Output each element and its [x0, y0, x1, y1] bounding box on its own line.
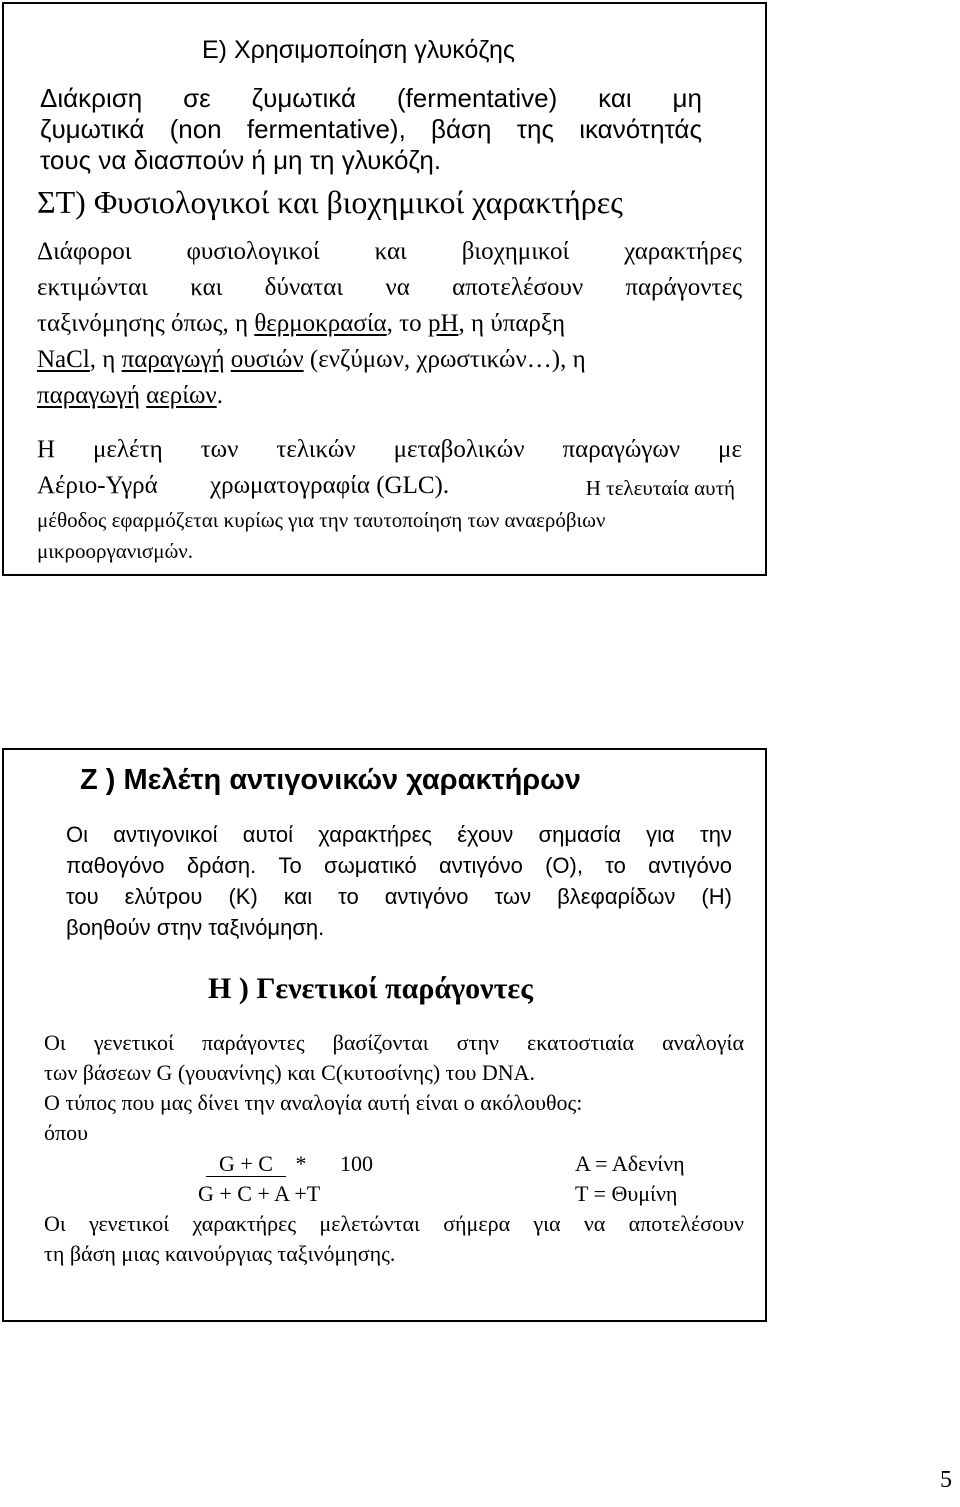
- word: και: [283, 884, 313, 909]
- word: έχουν: [457, 822, 514, 847]
- word: και: [190, 274, 223, 301]
- glc-line-3: μέθοδος εφαρμόζεται κυρίως για την ταυτοποίηση των αναερόβιων: [37, 508, 606, 532]
- word: ικανότητάς: [579, 114, 702, 144]
- word: μελέτη: [93, 436, 163, 463]
- physio-line-1: [37, 238, 742, 266]
- glc-line-2c: Η τελευταία αυτή: [585, 476, 735, 500]
- word: αποτελέσουν: [628, 1211, 744, 1236]
- word: αντιγόνο: [384, 884, 469, 909]
- hundred: 100: [340, 1151, 373, 1176]
- word: Διάκριση: [40, 83, 143, 113]
- page-number: 5: [940, 1467, 952, 1493]
- word: φυσιολογικοί: [186, 238, 320, 265]
- genetic-line-6: τη βάση μιας καινούργιας ταξινόμησης.: [44, 1241, 396, 1266]
- word: μη: [672, 83, 702, 113]
- word: γενετικοί: [89, 1211, 170, 1236]
- word: αντιγόνο: [439, 853, 523, 878]
- text: (ενζύμων, χρωστικών…), η: [309, 346, 586, 373]
- production-term: παραγωγή: [121, 346, 225, 373]
- word: παράγοντες: [625, 274, 742, 301]
- word: για: [646, 822, 675, 847]
- word: μελετώνται: [319, 1211, 420, 1236]
- legend-adenine: Α = Αδενίνη: [575, 1151, 685, 1176]
- word: Το: [278, 853, 302, 878]
- word: των: [494, 884, 532, 909]
- word: ζυμωτικά: [251, 83, 356, 113]
- nacl-term: NaCl: [37, 346, 90, 373]
- text: ταξινόμησης όπως, η: [37, 310, 249, 337]
- word: (fermentative): [396, 83, 558, 113]
- word: να: [583, 1211, 606, 1236]
- text: , το: [386, 310, 422, 337]
- word: σωματικό: [324, 853, 417, 878]
- physio-line-5: [37, 382, 223, 410]
- word: Οι: [44, 1211, 66, 1236]
- word: σε: [183, 83, 211, 113]
- word: αποτελέσουν: [452, 274, 584, 301]
- word: (Κ): [228, 884, 258, 909]
- genetic-line-5: [44, 1211, 744, 1237]
- word: χαρακτήρες: [318, 822, 433, 847]
- word: Η: [37, 436, 56, 463]
- word: δύναται: [264, 274, 344, 301]
- word: χαρακτήρες: [624, 238, 742, 265]
- word: αντιγόνο: [648, 853, 732, 878]
- word: βασίζονται: [332, 1030, 429, 1055]
- word: για: [533, 1211, 561, 1236]
- text: , η: [89, 346, 116, 373]
- word: Οι: [44, 1030, 66, 1055]
- word: της: [516, 114, 554, 144]
- word: ελύτρου: [124, 884, 203, 909]
- antigen-line-3: [66, 884, 732, 910]
- word: (non: [169, 114, 222, 144]
- heading-genetic: Η ) Γενετικοί παράγοντες: [208, 972, 533, 1005]
- word: σήμερα: [443, 1211, 511, 1236]
- word: το: [605, 853, 626, 878]
- word: βάση: [431, 114, 492, 144]
- glc-line-2a: Αέριο-Υγρά: [37, 472, 158, 499]
- substances-term: ουσιών: [230, 346, 304, 373]
- word: των: [200, 436, 239, 463]
- antigen-line-4: βοηθούν στην ταξινόμηση.: [66, 915, 325, 940]
- formula-numerator: [206, 1151, 373, 1177]
- glucose-line-1: [40, 83, 702, 114]
- heading-glucose-use: Ε) Χρησιμοποίηση γλυκόζης: [202, 36, 515, 64]
- word: του: [66, 884, 99, 909]
- slide-2: [2, 748, 767, 1322]
- glucose-line-2: [40, 114, 702, 145]
- antigen-line-1: [66, 822, 732, 848]
- glc-line-4: μικροοργανισμών.: [37, 539, 194, 563]
- word: χαρακτήρες: [192, 1211, 297, 1236]
- heading-physiological: ΣΤ) Φυσιολογικοί και βιοχημικοί χαρακτήρες: [37, 184, 623, 220]
- word: Οι: [66, 822, 88, 847]
- word: (Η): [701, 884, 732, 909]
- word: στην: [456, 1030, 499, 1055]
- production-term: παραγωγή: [37, 382, 140, 409]
- word: τελικών: [276, 436, 356, 463]
- word: και: [598, 83, 632, 113]
- word: βιοχημικοί: [461, 238, 570, 265]
- text: , η ύπαρξη: [458, 310, 566, 337]
- word: fermentative),: [246, 114, 406, 144]
- antigen-line-2: [66, 853, 732, 879]
- genetic-line-1: [44, 1030, 744, 1056]
- word: αυτοί: [242, 822, 294, 847]
- glc-line-1: [37, 436, 742, 464]
- ph-term: pH: [427, 310, 459, 337]
- word: την: [700, 822, 732, 847]
- word: γενετικοί: [93, 1030, 174, 1055]
- word: αναλογία: [662, 1030, 744, 1055]
- word: μεταβολικών: [393, 436, 525, 463]
- numerator-gc: G + C: [206, 1152, 286, 1177]
- word: σημασία: [538, 822, 621, 847]
- text: .: [216, 382, 223, 409]
- word: ζυμωτικά: [40, 114, 145, 144]
- physio-line-4: [37, 346, 586, 374]
- multiply-sign: *: [295, 1151, 307, 1176]
- word: εκτιμώνται: [37, 274, 148, 301]
- slide-1: [2, 2, 767, 576]
- glc-line-2b: χρωματογραφία (GLC).: [210, 472, 450, 499]
- gases-term: αερίων: [146, 382, 217, 409]
- word: παράγοντες: [202, 1030, 305, 1055]
- word: Διάφοροι: [37, 238, 132, 265]
- word: με: [718, 436, 742, 463]
- word: παραγώγων: [562, 436, 681, 463]
- legend-thymine: Τ = Θυμίνη: [575, 1181, 678, 1206]
- word: δράση.: [186, 853, 257, 878]
- physio-line-3: [37, 310, 565, 338]
- temperature-term: θερμοκρασία: [254, 310, 387, 337]
- word: βλεφαρίδων: [557, 884, 676, 909]
- genetic-line-4: όπου: [44, 1120, 88, 1145]
- word: παθογόνο: [66, 853, 165, 878]
- genetic-line-2: των βάσεων G (γουανίνης) και C(κυτοσίνης) του DNA.: [44, 1060, 536, 1085]
- word: αντιγονικοί: [113, 822, 218, 847]
- physio-line-2: [37, 274, 742, 302]
- genetic-line-3: Ο τύπος που μας δίνει την αναλογία αυτή είναι ο ακόλουθος:: [44, 1090, 583, 1115]
- heading-antigenic: Ζ ) Μελέτη αντιγονικών χαρακτήρων: [80, 764, 581, 796]
- glucose-line-3: τους να διασπούν ή μη τη γλυκόζη.: [40, 145, 442, 175]
- word: να: [385, 274, 410, 301]
- word: και: [374, 238, 407, 265]
- word: (Ο),: [545, 853, 583, 878]
- word: εκατοστιαία: [526, 1030, 635, 1055]
- word: το: [338, 884, 359, 909]
- formula-denominator: G + C + A +T: [198, 1181, 321, 1206]
